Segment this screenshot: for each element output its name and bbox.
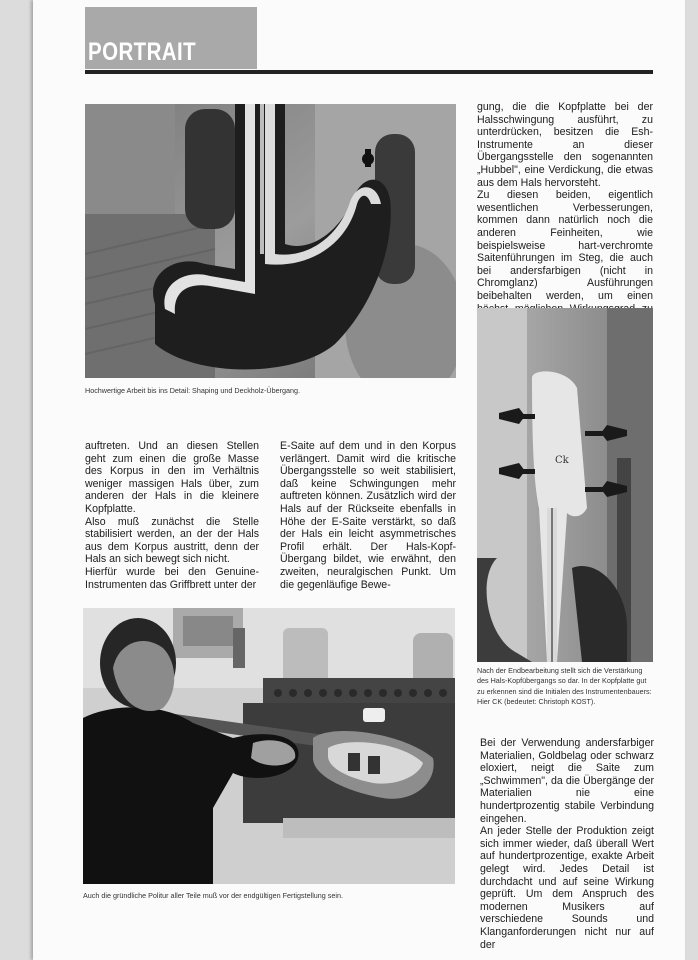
caption-top-photo: Hochwertige Arbeit bis ins Detail: Shaping und Deckholz-Übergang. bbox=[85, 386, 300, 395]
svg-text:Ck: Ck bbox=[555, 455, 569, 466]
paragraph: Bei der Verwendung andersfarbiger Materialien, Goldbelag oder schwarz eloxiert, neigt die Saite zum „Schwimmen", da die Übergänge der Materialien nie eine hundertprozentig stabile Verbindung eingehen. bbox=[480, 737, 654, 825]
paragraph: Also muß zunächst die Stelle stabilisiert werden, an der der Hals aus dem Korpus austritt, denn der Hals an sich bewegt sich nicht. bbox=[85, 515, 259, 566]
text-column-left bbox=[85, 440, 259, 591]
photo-headstock bbox=[477, 308, 653, 662]
paragraph: gung, die die Kopfplatte bei der Halsschwingung ausführt, zu unterdrücken, besitzen die Esh-Instrumente an dieser Übergangsstelle den sogenannten „Hubbel", eine Verdickung, die etwas aus dem Hals hervorsteht. bbox=[477, 101, 653, 189]
paragraph: An jeder Stelle der Produktion zeigt sich immer wieder, daß überall Wert auf hundertprozentige, exakte Arbeit gelegt wird. Jedes Detail ist durchdacht und auf seine Wirkung geprüft. Um dem Anspruch des modernen Musikers auf verschiedene Sounds und Klanganforderungen nicht nur auf der bbox=[480, 825, 654, 951]
photo-guitar-body bbox=[85, 104, 456, 378]
paragraph: Zu diesen beiden, eigentlich wesentlichen Verbesserungen, kommen dann natürlich noch die anderen Feinheiten, wie beispielsweise hart-verchromte Saitenführungen im Steg, die auch bei andersfarbigen (nicht in Chromglanz) Ausführungen beibehalten werden, um einen bbox=[477, 189, 653, 302]
paragraph: E-Saite auf dem und in den Korpus verlängert. Damit wird die kritische Übergangsstelle so weit stabilisiert, daß keine Schwingungen mehr auftreten können. Zusätzlich wird der Hals auf der Rückseite ebenfalls in Höhe der E-Saite verstärkt, so daß der Hals ein leicht asymmetrisches Profil erhält. Der Hals-Kopf-Übergang bildet, wie erwähnt, den zweiten, neuralgischen Punkt. Um die gegenläufige Bewe- bbox=[280, 440, 456, 591]
paragraph: Hierfür wurde bei den Genuine-Instrumenten das Griffbrett unter der bbox=[85, 565, 259, 591]
photo-polishing bbox=[83, 608, 455, 884]
text-column-right-top bbox=[477, 101, 653, 328]
caption-bottom-photo: Auch die gründliche Politur aller Teile muß vor der endgültigen Fertigstellung sein. bbox=[83, 891, 343, 900]
section-title: PORTRAIT bbox=[88, 38, 197, 66]
paragraph: auftreten. Und an diesen Stellen geht zum einen die große Masse des Korpus in den im Verhältnis weniger massigen Hals über, zum anderen der Hals in die kleinere Kopfplatte. bbox=[85, 440, 259, 515]
text-column-right-bottom bbox=[480, 737, 654, 951]
text-column-middle bbox=[280, 440, 456, 591]
header-rule bbox=[85, 70, 653, 74]
caption-right-photo: Nach der Endbearbeitung stellt sich die Verstärkung des Hals-Kopfübergangs so dar. In der Kopfplatte gut zu erkennen sind die Initialen des Instrumentenbauers: Hier CK (bedeutet: Christoph KOST). bbox=[477, 666, 652, 706]
